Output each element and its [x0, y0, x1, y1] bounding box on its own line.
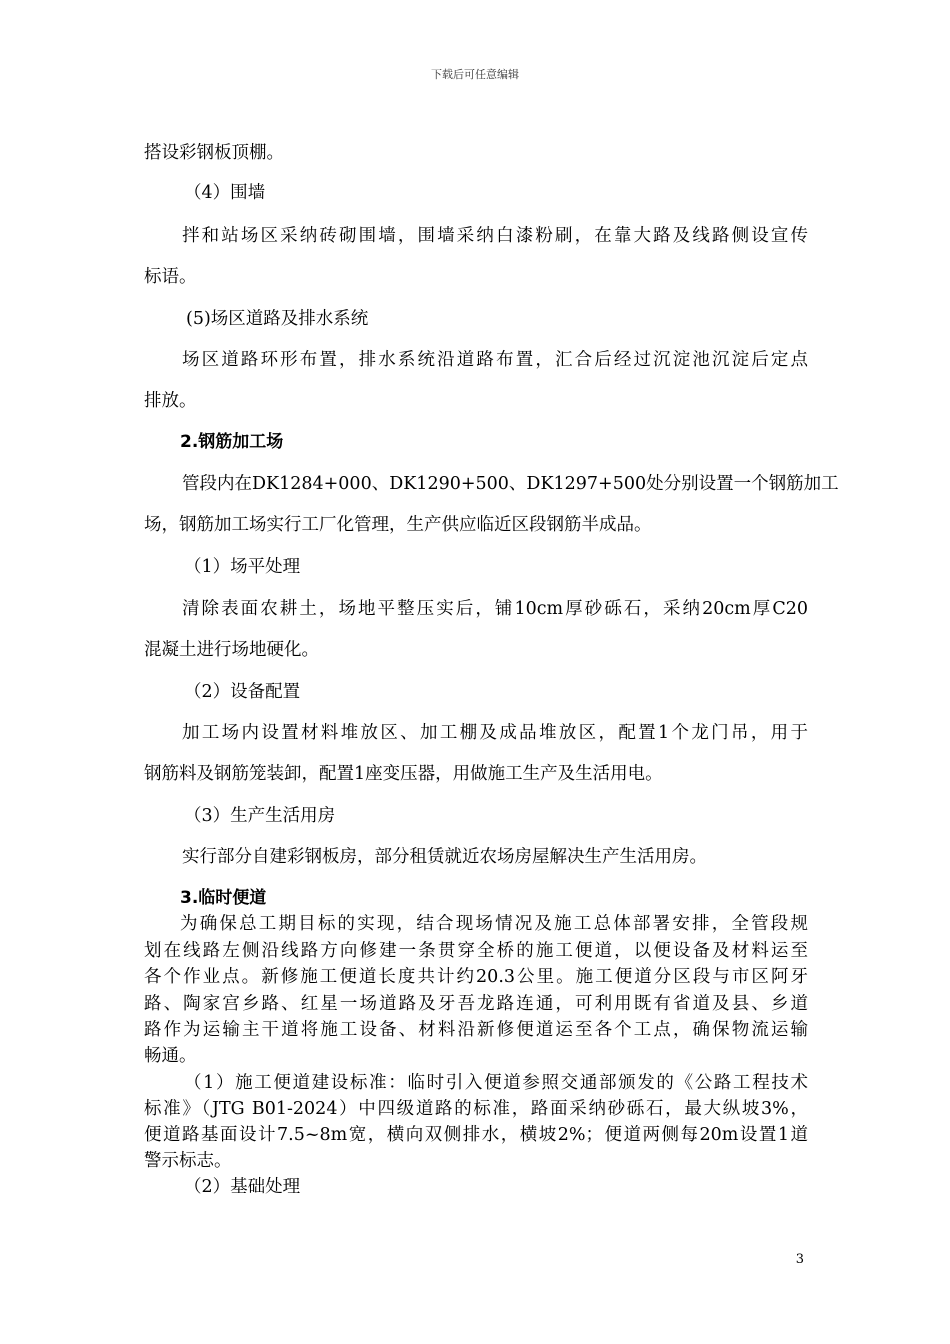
page-number: 3: [795, 1252, 804, 1267]
paragraph-line: 各个作业点。新修施工便道长度共计约20.3公里。施工便道分区段与市区阿牙: [144, 967, 808, 987]
paragraph-line: （1）施工便道建设标准：临时引入便道参照交通部颁发的《公路工程技术: [184, 1073, 808, 1093]
paragraph-line: 钢筋料及钢筋笼装卸，配置1座变压器，用做施工生产及生活用电。: [144, 764, 663, 784]
paragraph-line: 清除表面农耕土，场地平整压实后，铺10cm厚砂砾石，采纳20cm厚C20: [182, 599, 808, 619]
subheading-equipment: （2）设备配置: [184, 682, 301, 702]
paragraph-line: 警示标志。: [144, 1151, 232, 1171]
paragraph-line: 便道路基面设计7.5~8m宽，横向双侧排水，横坡2%；便道两侧每20m设置1道: [144, 1125, 808, 1145]
paragraph-line: 标准》（JTG B01-2024）中四级道路的标准，路面采纳砂砾石，最大纵坡3%，: [144, 1099, 808, 1119]
paragraph-line: 标语。: [144, 267, 197, 287]
paragraph-line: 加工场内设置材料堆放区、加工棚及成品堆放区，配置1个龙门吊，用于: [182, 723, 808, 743]
subheading-roads: (5)场区道路及排水系统: [186, 309, 369, 329]
paragraph-line: 划在线路左侧沿线路方向修建一条贯穿全桥的施工便道，以便设备及材料运至: [144, 941, 808, 961]
paragraph-line: 为确保总工期目标的实现，结合现场情况及施工总体部署安排，全管段规: [180, 914, 808, 934]
paragraph-line: 搭设彩钢板顶棚。: [144, 143, 284, 163]
section-heading: 3.临时便道: [180, 888, 267, 908]
section-heading: 2.钢筋加工场: [180, 432, 284, 452]
paragraph-line: 场，钢筋加工场实行工厂化管理，生产供应临近区段钢筋半成品。: [144, 515, 652, 535]
paragraph-line: 排放。: [144, 391, 197, 411]
paragraph-line: 路作为运输主干道将施工设备、材料沿新修便道运至各个工点，确保物流运输: [144, 1020, 808, 1040]
paragraph-line: 拌和站场区采纳砖砌围墙，围墙采纳白漆粉刷，在靠大路及线路侧设宣传: [182, 226, 808, 246]
subheading-site-leveling: （1）场平处理: [184, 557, 301, 577]
paragraph-line: 畅通。: [144, 1046, 197, 1066]
page-header: 下载后可任意编辑: [431, 68, 519, 81]
subheading-walls: （4）围墙: [184, 183, 266, 203]
paragraph-line: 实行部分自建彩钢板房，部分租赁就近农场房屋解决生产生活用房。: [182, 847, 707, 867]
paragraph-line: 管段内在DK1284+000、DK1290+500、DK1297+500处分别设置一个钢筋加工: [182, 474, 839, 494]
paragraph-line: 路、陶家宫乡路、红星一场道路及牙吾龙路连通，可利用既有省道及县、乡道: [144, 994, 808, 1014]
paragraph-line: 混凝土进行场地硬化。: [144, 640, 319, 660]
paragraph-line: 场区道路环形布置，排水系统沿道路布置，汇合后经过沉淀池沉淀后定点: [182, 350, 808, 370]
subheading-housing: （3）生产生活用房: [184, 806, 336, 826]
subheading-foundation: （2）基础处理: [184, 1177, 301, 1197]
